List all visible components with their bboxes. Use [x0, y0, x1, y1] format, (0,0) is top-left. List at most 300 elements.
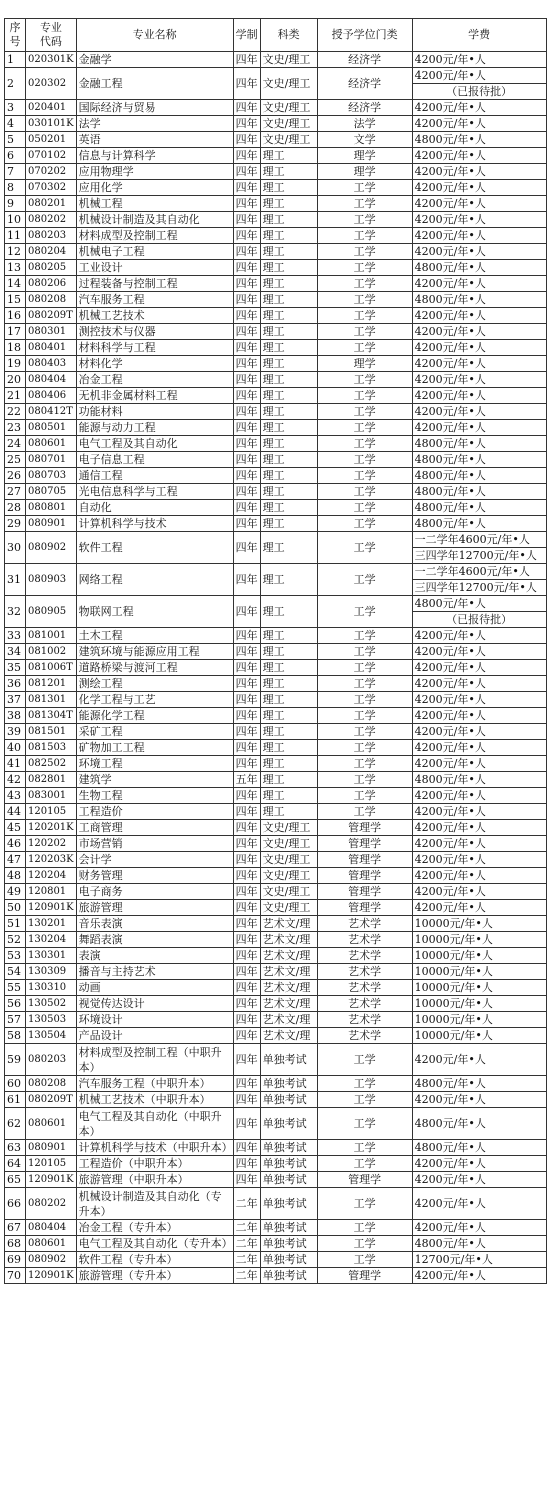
major-code: 080901	[26, 1140, 77, 1156]
major-code: 130204	[26, 932, 77, 948]
row-index: 26	[5, 468, 26, 484]
tuition-fee-line: 4200元/年•人	[414, 229, 486, 242]
tuition-fee-line: 4200元/年•人	[414, 885, 486, 898]
row-index: 23	[5, 420, 26, 436]
category: 单独考试	[260, 1108, 317, 1140]
tuition-fee-line: 4800元/年•人	[414, 773, 486, 786]
table-row	[5, 468, 547, 484]
degree-type: 工学	[317, 628, 412, 644]
table-row	[5, 724, 547, 740]
table-row	[5, 1076, 547, 1092]
row-index: 6	[5, 148, 26, 164]
major-name: 生物工程	[76, 788, 233, 804]
duration: 四年	[233, 404, 260, 420]
duration: 四年	[233, 868, 260, 884]
degree-type: 管理学	[317, 884, 412, 900]
duration: 四年	[233, 788, 260, 804]
tuition-fee	[412, 452, 546, 468]
tuition-fee-line: 4200元/年•人	[414, 357, 486, 370]
major-code: 080205	[26, 260, 77, 276]
tuition-fee	[412, 468, 546, 484]
major-name: 财务管理	[76, 868, 233, 884]
major-name: 信息与计算科学	[76, 148, 233, 164]
major-name: 建筑学	[76, 772, 233, 788]
major-name: 电气工程及其自动化（专升本）	[76, 1236, 233, 1252]
table-row	[5, 1268, 547, 1284]
major-name: 计算机科学与技术（中职升本）	[76, 1140, 233, 1156]
tuition-fee	[412, 916, 546, 932]
row-index: 35	[5, 660, 26, 676]
tuition-fee	[412, 1028, 546, 1044]
major-code: 080902	[26, 1252, 77, 1268]
tuition-fee-line: 10000元/年•人	[414, 1013, 493, 1026]
row-index: 12	[5, 244, 26, 260]
tuition-fee-line: 4200元/年•人	[414, 277, 486, 290]
tuition-fee	[412, 1188, 546, 1220]
degree-type: 管理学	[317, 900, 412, 916]
duration: 四年	[233, 1044, 260, 1076]
tuition-fee-line: 4200元/年•人	[414, 213, 486, 226]
table-row	[5, 340, 547, 356]
duration: 四年	[233, 468, 260, 484]
degree-type: 艺术学	[317, 996, 412, 1012]
degree-type: 工学	[317, 1044, 412, 1076]
table-row	[5, 948, 547, 964]
header-duration: 学制	[233, 19, 260, 52]
row-index: 38	[5, 708, 26, 724]
major-code: 081006T	[26, 660, 77, 676]
tuition-fee	[412, 356, 546, 372]
duration: 四年	[233, 1108, 260, 1140]
duration: 四年	[233, 196, 260, 212]
tuition-fee-line: 4200元/年•人	[414, 741, 486, 754]
tuition-fee	[412, 836, 546, 852]
category: 理工	[260, 708, 317, 724]
row-index: 22	[5, 404, 26, 420]
major-name: 机械工程	[76, 196, 233, 212]
tuition-fee	[412, 996, 546, 1012]
tuition-fee-line: 4200元/年•人	[414, 789, 486, 802]
duration: 四年	[233, 836, 260, 852]
major-name: 机械电子工程	[76, 244, 233, 260]
tuition-fee-line: 4200元/年•人	[414, 757, 486, 770]
category: 理工	[260, 644, 317, 660]
duration: 四年	[233, 756, 260, 772]
table-row	[5, 196, 547, 212]
row-index: 9	[5, 196, 26, 212]
category: 理工	[260, 692, 317, 708]
row-index: 56	[5, 996, 26, 1012]
major-code: 080701	[26, 452, 77, 468]
row-index: 59	[5, 1044, 26, 1076]
major-code: 130301	[26, 948, 77, 964]
row-index: 20	[5, 372, 26, 388]
major-code: 082801	[26, 772, 77, 788]
degree-type: 工学	[317, 420, 412, 436]
degree-type: 工学	[317, 180, 412, 196]
tuition-fee-line: 4800元/年•人	[414, 453, 486, 466]
tuition-fee	[412, 388, 546, 404]
tuition-fee	[412, 1156, 546, 1172]
degree-type: 工学	[317, 228, 412, 244]
header-code: 专业 代码	[26, 19, 77, 52]
tuition-fee-line: 4200元/年•人	[414, 69, 486, 82]
major-code: 080301	[26, 324, 77, 340]
table-row	[5, 132, 547, 148]
row-index: 52	[5, 932, 26, 948]
table-row	[5, 100, 547, 116]
major-name: 物联网工程	[76, 596, 233, 628]
major-code: 130309	[26, 964, 77, 980]
degree-type: 工学	[317, 1156, 412, 1172]
major-name: 采矿工程	[76, 724, 233, 740]
tuition-fee-line: 4200元/年•人	[414, 1093, 486, 1106]
degree-type: 艺术学	[317, 932, 412, 948]
tuition-fee-line: 10000元/年•人	[414, 997, 493, 1010]
row-index: 37	[5, 692, 26, 708]
major-code: 080404	[26, 372, 77, 388]
category: 理工	[260, 388, 317, 404]
tuition-fee	[412, 820, 546, 836]
tuition-fee-line: 4200元/年•人	[414, 165, 486, 178]
tuition-fee-line: 4200元/年•人	[414, 869, 486, 882]
table-row	[5, 180, 547, 196]
tuition-fee	[412, 148, 546, 164]
row-index: 60	[5, 1076, 26, 1092]
row-index: 31	[5, 564, 26, 596]
duration: 四年	[233, 996, 260, 1012]
tuition-fee-line: 12700元/年•人	[414, 1253, 493, 1266]
major-name: 软件工程	[76, 532, 233, 564]
tuition-fee	[412, 644, 546, 660]
category: 理工	[260, 756, 317, 772]
tuition-fee	[412, 1236, 546, 1252]
row-index: 33	[5, 628, 26, 644]
degree-type: 经济学	[317, 68, 412, 100]
degree-type: 工学	[317, 708, 412, 724]
category: 文史/理工	[260, 132, 317, 148]
tuition-fee	[412, 212, 546, 228]
major-code: 020301K	[26, 52, 77, 68]
header-major-name: 专业名称	[76, 19, 233, 52]
table-row	[5, 116, 547, 132]
tuition-fee-line: 4200元/年•人	[414, 373, 486, 386]
tuition-fee	[412, 1252, 546, 1268]
major-code: 080203	[26, 228, 77, 244]
tuition-fee-line: 4200元/年•人	[414, 1173, 486, 1186]
header-index: 序号	[5, 19, 26, 52]
tuition-fee-line: 4200元/年•人	[414, 1269, 486, 1282]
major-code: 080209T	[26, 308, 77, 324]
tuition-fee-line: 4800元/年•人	[414, 133, 486, 146]
major-name: 机械工艺技术	[76, 308, 233, 324]
tuition-fee-line: 4200元/年•人	[414, 837, 486, 850]
table-row	[5, 516, 547, 532]
degree-type: 工学	[317, 788, 412, 804]
duration: 四年	[233, 1156, 260, 1172]
tuition-fee-line: 4200元/年•人	[414, 725, 486, 738]
row-index: 21	[5, 388, 26, 404]
major-name: 能源化学工程	[76, 708, 233, 724]
category: 文史/理工	[260, 52, 317, 68]
major-code: 020302	[26, 68, 77, 100]
major-code: 120204	[26, 868, 77, 884]
category: 艺术文/理	[260, 1012, 317, 1028]
tuition-fee-line: 4200元/年•人	[414, 853, 486, 866]
degree-type: 管理学	[317, 1172, 412, 1188]
category: 单独考试	[260, 1268, 317, 1284]
row-index: 8	[5, 180, 26, 196]
major-name: 建筑环境与能源应用工程	[76, 644, 233, 660]
category: 理工	[260, 804, 317, 820]
table-row	[5, 836, 547, 852]
duration: 四年	[233, 1012, 260, 1028]
major-code: 080801	[26, 500, 77, 516]
tuition-fee-line: 4800元/年•人	[414, 597, 486, 610]
tuition-fee	[412, 852, 546, 868]
tuition-fee	[412, 692, 546, 708]
major-code: 080903	[26, 564, 77, 596]
table-row	[5, 1092, 547, 1108]
major-name: 国际经济与贸易	[76, 100, 233, 116]
row-index: 40	[5, 740, 26, 756]
duration: 二年	[233, 1252, 260, 1268]
major-name: 金融学	[76, 52, 233, 68]
degree-type: 理学	[317, 356, 412, 372]
tuition-fee-line: 4800元/年•人	[414, 1237, 486, 1250]
row-index: 19	[5, 356, 26, 372]
category: 单独考试	[260, 1140, 317, 1156]
degree-type: 工学	[317, 516, 412, 532]
major-name: 表演	[76, 948, 233, 964]
major-code: 082502	[26, 756, 77, 772]
row-index: 24	[5, 436, 26, 452]
row-index: 30	[5, 532, 26, 564]
degree-type: 工学	[317, 660, 412, 676]
tuition-fee-line: 4200元/年•人	[414, 805, 486, 818]
table-row	[5, 1220, 547, 1236]
category: 理工	[260, 564, 317, 596]
duration: 四年	[233, 148, 260, 164]
duration: 四年	[233, 948, 260, 964]
tuition-fee	[412, 420, 546, 436]
row-index: 36	[5, 676, 26, 692]
tuition-fee-line: 4800元/年•人	[414, 261, 486, 274]
duration: 四年	[233, 1092, 260, 1108]
row-index: 69	[5, 1252, 26, 1268]
degree-type: 工学	[317, 724, 412, 740]
major-name: 机械设计制造及其自动化	[76, 212, 233, 228]
row-index: 57	[5, 1012, 26, 1028]
row-index: 44	[5, 804, 26, 820]
row-index: 11	[5, 228, 26, 244]
degree-type: 工学	[317, 804, 412, 820]
degree-type: 管理学	[317, 1268, 412, 1284]
category: 理工	[260, 740, 317, 756]
row-index: 32	[5, 596, 26, 628]
major-name: 工商管理	[76, 820, 233, 836]
row-index: 48	[5, 868, 26, 884]
tuition-fee	[412, 1172, 546, 1188]
duration: 四年	[233, 100, 260, 116]
tuition-fee	[412, 676, 546, 692]
degree-type: 工学	[317, 740, 412, 756]
duration: 四年	[233, 980, 260, 996]
category: 文史/理工	[260, 100, 317, 116]
major-code: 120105	[26, 804, 77, 820]
tuition-fee	[412, 724, 546, 740]
tuition-fee	[412, 772, 546, 788]
major-name: 旅游管理	[76, 900, 233, 916]
category: 文史/理工	[260, 868, 317, 884]
row-index: 10	[5, 212, 26, 228]
category: 理工	[260, 196, 317, 212]
category: 艺术文/理	[260, 964, 317, 980]
duration: 四年	[233, 964, 260, 980]
major-name: 电子信息工程	[76, 452, 233, 468]
tuition-fee	[412, 1140, 546, 1156]
major-name: 工程造价（中职升本）	[76, 1156, 233, 1172]
degree-type: 理学	[317, 148, 412, 164]
tuition-fee	[412, 244, 546, 260]
degree-type: 管理学	[317, 836, 412, 852]
degree-type: 管理学	[317, 820, 412, 836]
category: 理工	[260, 180, 317, 196]
category: 理工	[260, 788, 317, 804]
table-row	[5, 1140, 547, 1156]
degree-type: 工学	[317, 468, 412, 484]
category: 艺术文/理	[260, 1028, 317, 1044]
duration: 四年	[233, 372, 260, 388]
row-index: 14	[5, 276, 26, 292]
degree-type: 文学	[317, 132, 412, 148]
tuition-fee	[412, 868, 546, 884]
degree-type: 工学	[317, 500, 412, 516]
degree-type: 工学	[317, 676, 412, 692]
major-name: 动画	[76, 980, 233, 996]
degree-type: 工学	[317, 1092, 412, 1108]
major-name: 工业设计	[76, 260, 233, 276]
row-index: 68	[5, 1236, 26, 1252]
major-name: 电子商务	[76, 884, 233, 900]
duration: 四年	[233, 884, 260, 900]
row-index: 62	[5, 1108, 26, 1140]
row-index: 50	[5, 900, 26, 916]
degree-type: 工学	[317, 564, 412, 596]
category: 理工	[260, 404, 317, 420]
duration: 四年	[233, 932, 260, 948]
major-code: 080208	[26, 292, 77, 308]
tuition-fee	[412, 948, 546, 964]
row-index: 1	[5, 52, 26, 68]
major-code: 120202	[26, 836, 77, 852]
major-name: 汽车服务工程（中职升本）	[76, 1076, 233, 1092]
major-name: 金融工程	[76, 68, 233, 100]
tuition-fee-line: 10000元/年•人	[414, 917, 493, 930]
category: 艺术文/理	[260, 980, 317, 996]
tuition-fee	[412, 372, 546, 388]
degree-type: 工学	[317, 1076, 412, 1092]
duration: 四年	[233, 228, 260, 244]
major-code: 080902	[26, 532, 77, 564]
degree-type: 工学	[317, 644, 412, 660]
table-row	[5, 244, 547, 260]
table-row	[5, 436, 547, 452]
major-name: 机械工艺技术（中职升本）	[76, 1092, 233, 1108]
major-code: 081001	[26, 628, 77, 644]
tuition-fee	[412, 516, 546, 532]
row-index: 7	[5, 164, 26, 180]
row-index: 53	[5, 948, 26, 964]
table-row	[5, 900, 547, 916]
tuition-fee	[412, 1076, 546, 1092]
duration: 五年	[233, 772, 260, 788]
major-name: 电气工程及其自动化（中职升本）	[76, 1108, 233, 1140]
major-name: 环境工程	[76, 756, 233, 772]
category: 单独考试	[260, 1220, 317, 1236]
major-name: 化学工程与工艺	[76, 692, 233, 708]
category: 理工	[260, 532, 317, 564]
tuition-fee	[412, 788, 546, 804]
tuition-fee-line: （已报待批）	[413, 611, 546, 627]
category: 单独考试	[260, 1188, 317, 1220]
tuition-fee	[412, 436, 546, 452]
major-code: 130503	[26, 1012, 77, 1028]
table-row	[5, 1044, 547, 1076]
category: 理工	[260, 148, 317, 164]
duration: 四年	[233, 420, 260, 436]
duration: 四年	[233, 628, 260, 644]
duration: 四年	[233, 260, 260, 276]
table-row	[5, 996, 547, 1012]
majors-table	[4, 18, 547, 1284]
duration: 二年	[233, 1220, 260, 1236]
tuition-fee	[412, 68, 546, 100]
degree-type: 工学	[317, 772, 412, 788]
category: 理工	[260, 276, 317, 292]
table-row	[5, 388, 547, 404]
degree-type: 工学	[317, 1140, 412, 1156]
duration: 四年	[233, 1028, 260, 1044]
duration: 四年	[233, 532, 260, 564]
category: 文史/理工	[260, 836, 317, 852]
category: 理工	[260, 260, 317, 276]
duration: 四年	[233, 804, 260, 820]
major-name: 道路桥梁与渡河工程	[76, 660, 233, 676]
tuition-fee-line: 4200元/年•人	[414, 629, 486, 642]
tuition-fee	[412, 564, 546, 596]
major-code: 080601	[26, 436, 77, 452]
table-row	[5, 212, 547, 228]
duration: 四年	[233, 52, 260, 68]
major-code: 020401	[26, 100, 77, 116]
tuition-fee-line: 4200元/年•人	[414, 1221, 486, 1234]
duration: 四年	[233, 164, 260, 180]
row-index: 25	[5, 452, 26, 468]
tuition-fee-line: 4200元/年•人	[414, 901, 486, 914]
category: 理工	[260, 164, 317, 180]
tuition-fee	[412, 1092, 546, 1108]
category: 理工	[260, 340, 317, 356]
major-name: 电气工程及其自动化	[76, 436, 233, 452]
degree-type: 工学	[317, 1108, 412, 1140]
tuition-fee-line: 4200元/年•人	[414, 197, 486, 210]
duration: 二年	[233, 1268, 260, 1284]
duration: 四年	[233, 1140, 260, 1156]
major-name: 功能材料	[76, 404, 233, 420]
duration: 四年	[233, 900, 260, 916]
major-name: 计算机科学与技术	[76, 516, 233, 532]
